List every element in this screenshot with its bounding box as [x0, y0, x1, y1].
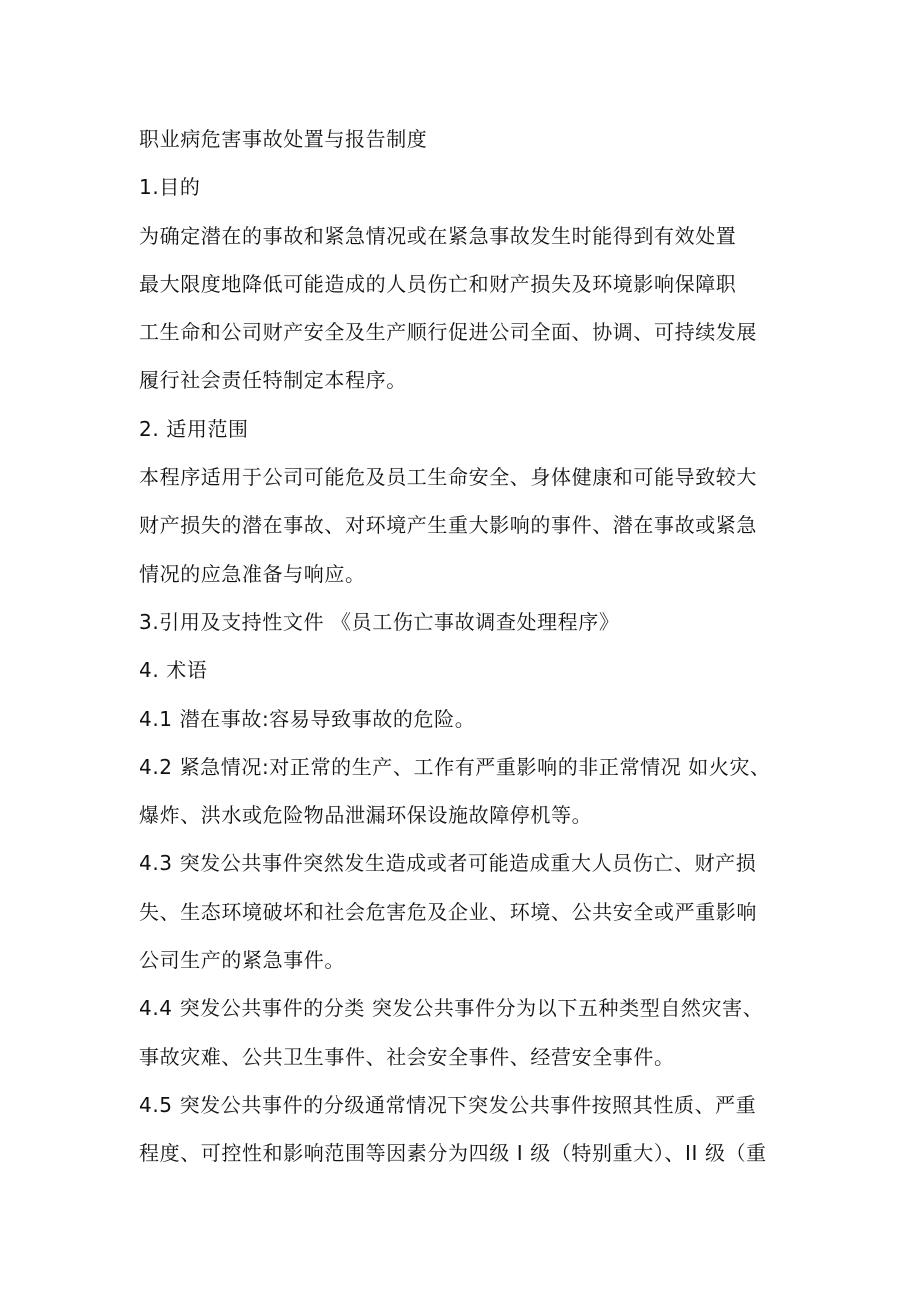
paragraph-line: 最大限度地降低可能造成的人员伤亡和财产损失及环境影响保障职: [139, 271, 737, 296]
section-heading-terms: 4. 术语: [139, 658, 208, 683]
paragraph-line: 本程序适用于公司可能危及员工生命安全、身体健康和可能导致较大: [139, 465, 757, 490]
paragraph-line: 事故灾难、公共卫生事件、社会安全事件、经营安全事件。: [139, 1044, 675, 1069]
paragraph-line: 爆炸、洪水或危险物品泄漏环保设施故障停机等。: [139, 803, 593, 828]
section-heading-scope: 2. 适用范围: [139, 416, 249, 441]
section-heading-references: 3.引用及支持性文件 《员工伤亡事故调查处理程序》: [139, 609, 620, 634]
paragraph-line: 为确定潜在的事故和紧急情况或在紧急事故发生时能得到有效处置: [139, 223, 737, 248]
paragraph-line: 公司生产的紧急事件。: [139, 948, 345, 973]
term-4-4: 4.4 突发公共事件的分类 突发公共事件分为以下五种类型自然灾害、: [139, 996, 764, 1021]
term-4-5: 4.5 突发公共事件的分级通常情况下突发公共事件按照其性质、严重: [139, 1092, 757, 1117]
paragraph-line: 工生命和公司财产安全及生产顺行促进公司全面、协调、可持续发展: [139, 320, 757, 345]
term-4-2: 4.2 紧急情况:对正常的生产、工作有严重影响的非正常情况 如火灾、: [139, 754, 771, 779]
term-4-1: 4.1 潜在事故:容易导致事故的危险。: [139, 706, 476, 731]
paragraph-line: 情况的应急准备与响应。: [139, 561, 366, 586]
section-heading-purpose: 1.目的: [139, 175, 201, 200]
paragraph-line: 履行社会责任特制定本程序。: [139, 368, 407, 393]
document-title: 职业病危害事故处置与报告制度: [139, 127, 428, 151]
paragraph-line: 程度、可控性和影响范围等因素分为四级 I 级（特别重大）、II 级（重: [139, 1141, 767, 1166]
document-body: [139, 115, 809, 1178]
paragraph-line: 财产损失的潜在事故、对环境产生重大影响的事件、潜在事故或紧急: [139, 513, 757, 538]
term-4-3: 4.3 突发公共事件突然发生造成或者可能造成重大人员伤亡、财产损: [139, 851, 757, 876]
paragraph-line: 失、生态环境破坏和社会危害危及企业、环境、公共安全或严重影响: [139, 899, 757, 924]
